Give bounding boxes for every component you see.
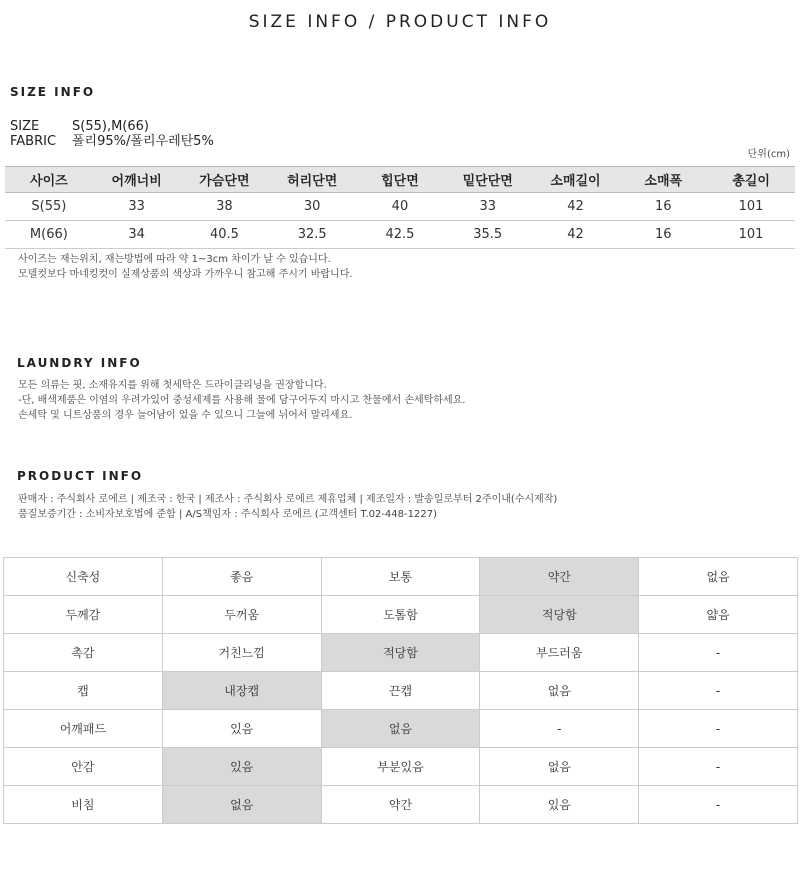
table-cell: 38 xyxy=(181,193,269,221)
header-cell: 허리단면 xyxy=(268,167,356,193)
unit-label: 단위(cm) xyxy=(747,149,790,160)
property-option: 얇음 xyxy=(639,596,798,634)
property-label: 어깨패드 xyxy=(4,710,163,748)
size-note: 모델컷보다 마네킹컷이 실제상품의 색상과 가까우니 참고해 주시기 바랍니다. xyxy=(18,269,353,280)
property-table xyxy=(3,557,798,824)
property-row-cup xyxy=(4,672,798,710)
property-option: - xyxy=(639,634,798,672)
property-option: 약간 xyxy=(480,558,639,596)
table-cell: 40 xyxy=(356,193,444,221)
property-row-lining xyxy=(4,748,798,786)
product-info-title: PRODUCT INFO xyxy=(17,469,144,483)
table-cell: 42 xyxy=(532,193,620,221)
property-label: 비침 xyxy=(4,786,163,824)
header-cell: 사이즈 xyxy=(5,167,93,193)
property-option: 좋음 xyxy=(162,558,321,596)
laundry-line: -단, 배색제품은 이염의 우려가있어 중성세제를 사용해 물에 담구어두지 마시고 찬물에서 손세탁하세요. xyxy=(18,395,466,406)
table-cell: 42.5 xyxy=(356,221,444,249)
property-option: 없음 xyxy=(321,710,480,748)
table-cell: 40.5 xyxy=(181,221,269,249)
table-cell: 33 xyxy=(93,193,181,221)
laundry-info-title: LAUNDRY INFO xyxy=(17,356,142,370)
header-cell: 가슴단면 xyxy=(181,167,269,193)
property-option: - xyxy=(639,748,798,786)
header-cell: 소매길이 xyxy=(532,167,620,193)
table-row xyxy=(5,193,795,221)
property-option: 있음 xyxy=(162,710,321,748)
laundry-line: 손세탁 및 니트상품의 경우 늘어남이 었을 수 있으니 그늘에 뉘어서 말리세요. xyxy=(18,410,353,421)
size-info-title: SIZE INFO xyxy=(10,85,96,99)
table-cell: 101 xyxy=(707,221,795,249)
header-cell: 밑단단면 xyxy=(444,167,532,193)
table-cell: 30 xyxy=(268,193,356,221)
property-option: 약간 xyxy=(321,786,480,824)
property-option: 적당함 xyxy=(480,596,639,634)
size-table-header xyxy=(5,167,795,193)
property-option: 없음 xyxy=(480,748,639,786)
header-cell: 총길이 xyxy=(707,167,795,193)
product-text xyxy=(18,492,557,522)
size-table xyxy=(5,166,795,249)
table-cell: S(55) xyxy=(5,193,93,221)
property-label: 두께감 xyxy=(4,596,163,634)
table-cell: 33 xyxy=(444,193,532,221)
table-row xyxy=(5,221,795,249)
property-option: 도톰함 xyxy=(321,596,480,634)
size-notes xyxy=(18,252,353,282)
property-row-shoulder-pad xyxy=(4,710,798,748)
header-cell: 힙단면 xyxy=(356,167,444,193)
property-option: 두꺼움 xyxy=(162,596,321,634)
property-option: 부분있음 xyxy=(321,748,480,786)
size-value: S(55),M(66) xyxy=(72,119,149,134)
size-row xyxy=(10,119,149,134)
product-line: 품질보증기간 : 소비자보호법에 준함 | A/S책임자 : 주식회사 로에르 (고객센터 T.02-448-1227) xyxy=(18,509,437,520)
page-title: SIZE INFO / PRODUCT INFO xyxy=(248,12,552,32)
laundry-line: 모든 의류는 핏, 소재유지를 위해 첫세탁은 드라이클리닝을 권장합니다. xyxy=(18,380,327,391)
property-label: 캡 xyxy=(4,672,163,710)
property-row-see-through xyxy=(4,786,798,824)
property-option: 끈캡 xyxy=(321,672,480,710)
fabric-value: 폴리95%/폴리우레탄5% xyxy=(72,134,214,149)
property-row-stretch xyxy=(4,558,798,596)
property-row-thickness xyxy=(4,596,798,634)
table-cell: 35.5 xyxy=(444,221,532,249)
property-row-texture xyxy=(4,634,798,672)
property-option: 없음 xyxy=(639,558,798,596)
property-option: 보통 xyxy=(321,558,480,596)
property-option: - xyxy=(639,710,798,748)
property-option: 있음 xyxy=(480,786,639,824)
property-label: 신축성 xyxy=(4,558,163,596)
laundry-text xyxy=(18,378,465,423)
header-cell: 소매폭 xyxy=(619,167,707,193)
property-option: 없음 xyxy=(480,672,639,710)
table-cell: 42 xyxy=(532,221,620,249)
table-cell: 34 xyxy=(93,221,181,249)
property-option: 거친느낌 xyxy=(162,634,321,672)
property-option: 내장캡 xyxy=(162,672,321,710)
fabric-row xyxy=(10,134,214,149)
property-option: 있음 xyxy=(162,748,321,786)
property-label: 안감 xyxy=(4,748,163,786)
property-option: 적당함 xyxy=(321,634,480,672)
table-cell: 16 xyxy=(619,221,707,249)
size-note: 사이즈는 재는위치, 재는방법에 따라 약 1~3cm 차이가 날 수 있습니다. xyxy=(18,254,331,265)
property-option: 부드러움 xyxy=(480,634,639,672)
product-line: 판매자 : 주식회사 로에르 | 제조국 : 한국 | 제조사 : 주식회사 로에르 제휴업체 | 제조일자 : 발송일로부터 2주이내(수시제작) xyxy=(18,494,558,505)
table-cell: M(66) xyxy=(5,221,93,249)
property-option: 없음 xyxy=(162,786,321,824)
table-cell: 32.5 xyxy=(268,221,356,249)
property-option: - xyxy=(480,710,639,748)
fabric-label: FABRIC xyxy=(10,134,57,149)
property-label: 촉감 xyxy=(4,634,163,672)
property-option: - xyxy=(639,672,798,710)
size-label: SIZE xyxy=(10,119,40,134)
table-cell: 16 xyxy=(619,193,707,221)
property-option: - xyxy=(639,786,798,824)
table-cell: 101 xyxy=(707,193,795,221)
header-cell: 어깨너비 xyxy=(93,167,181,193)
